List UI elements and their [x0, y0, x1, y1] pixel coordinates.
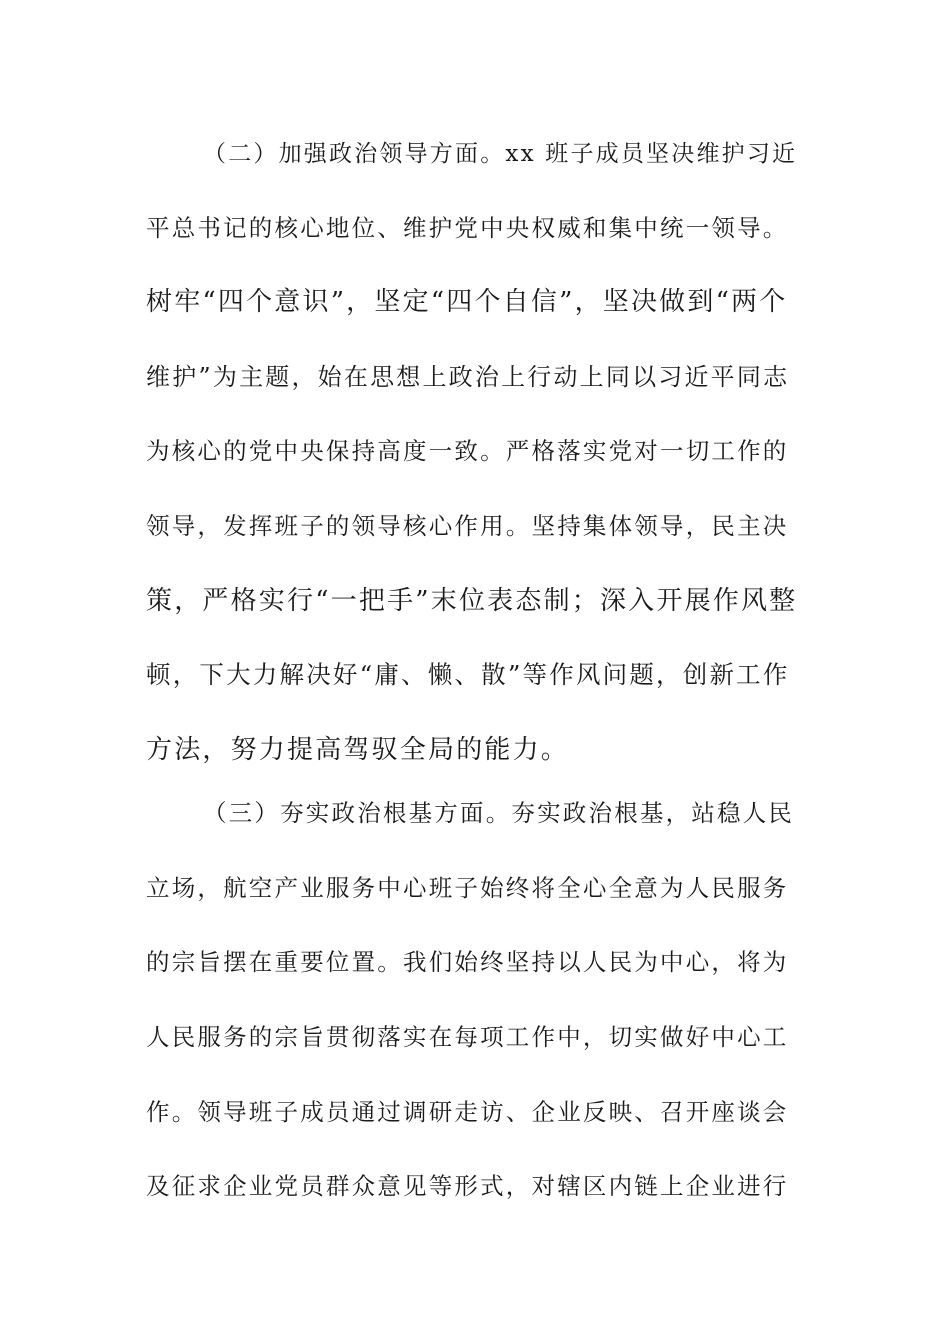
paragraph-3-line-5: 作。领导班子成员通过调研走访、企业反映、召开座谈会	[146, 1098, 789, 1126]
paragraph-2-line-7: 策，严格实行“一把手”末位表态制；深入开展作风整	[146, 586, 798, 616]
paragraph-2-line-3: 树牢“四个意识”，坚定“四个自信”，坚决做到“两个	[146, 287, 788, 317]
paragraph-3-line-2: 立场，航空产业服务中心班子始终将全心全意为人民服务	[146, 874, 789, 902]
paragraph-3-line-3: 的宗旨摆在重要位置。我们始终坚持以人民为中心，将为	[146, 948, 789, 976]
paragraph-2-line-5: 为核心的党中央保持高度一致。严格落实党对一切工作的	[146, 437, 789, 465]
paragraph-2-line-2: 平总书记的核心地位、维护党中央权威和集中统一领导。	[146, 214, 789, 242]
paragraph-3-line-4: 人民服务的宗旨贯彻落实在每项工作中，切实做好中心工	[146, 1023, 789, 1051]
paragraph-3-line-6: 及征求企业党员群众意见等形式，对辖区内链上企业进行	[146, 1172, 789, 1200]
paragraph-2-line-1: （二）加强政治领导方面。xx 班子成员坚决维护习近	[203, 141, 798, 167]
paragraph-2-line-9: 方法，努力提高驾驭全局的能力。	[146, 735, 570, 765]
paragraph-2-line-6: 领导，发挥班子的领导核心作用。坚持集体领导，民主决	[146, 512, 789, 540]
paragraph-2-line-8: 顿，下大力解决好“庸、懒、散”等作风问题，创新工作	[146, 660, 790, 689]
paragraph-3-line-1: （三）夯实政治根基方面。夯实政治根基，站稳人民	[203, 799, 795, 827]
paragraph-2-line-4: 维护”为主题，始在思想上政治上行动上同以习近平同志	[146, 363, 790, 391]
